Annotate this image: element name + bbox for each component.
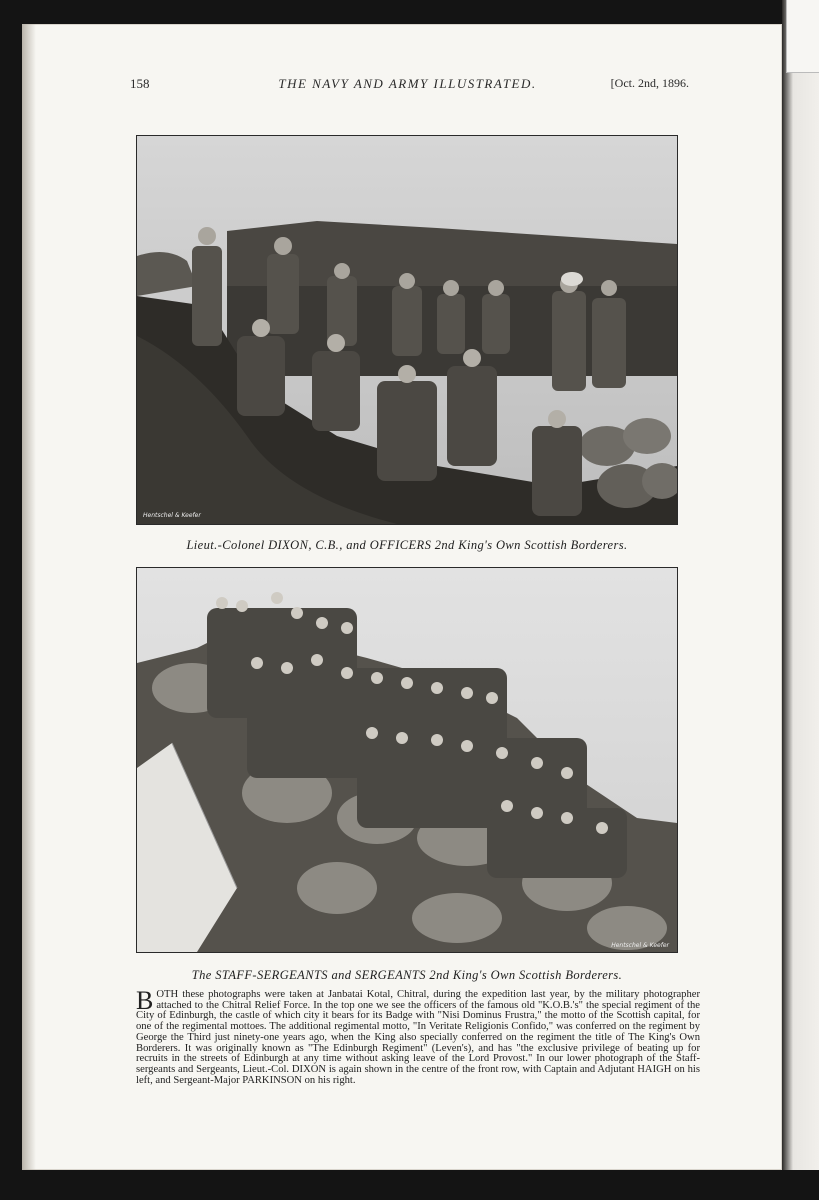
- adjacent-page-corner: [786, 0, 819, 73]
- officers-caption: Lieut.-Colonel DIXON, C.B., and OFFICERS 2nd King's Own Scottish Borderers.: [186, 538, 628, 552]
- masthead: THE NAVY AND ARMY ILLUSTRATED.: [278, 76, 537, 91]
- backdrop-right: [782, 0, 819, 1170]
- article-paragraph: OTH these photographs were taken at Janbatai Kotal, Chitral, during the expedition last year, by the military photographer attached to the Chitral Relief Force. In the top one we see the officers of the famous old "K.O.B.'s" the special regiment of the City of Edinburgh, the castle of which city it bears for its Badge with "Nisi Dominus Frustra," the motto of the Scottish capital, for one of the regimental mottoes. The additional regimental motto, "In Veritate Religionis Confido," was conferred on the regiment by George the Third just ninety-one years ago, when the King also specially conferred on the regiment the title of The King's Own Borderers. It was originally known as "The Edinburgh Regiment" (Leven's), and has "the exclusive privilege of beating up for recruits in the streets of Edinburgh at any time without asking leave of the Lord Provost." In our lower photograph of the Staff-sergeants and Sergeants, Lieut.-Col. DIXON is again shown in the centre of the front row, with Captain and Adjutant HAIGH on his left, and Sergeant-Major PARKINSON on his right.: [136, 989, 700, 1086]
- article-text: [136, 986, 700, 1086]
- sergeants-photograph: [136, 567, 678, 953]
- drop-cap: B: [136, 986, 154, 1015]
- magazine-page: [22, 24, 782, 1170]
- engraver-credit: Hentschel & Keefer: [611, 942, 669, 949]
- officers-photograph: [136, 135, 678, 525]
- officers-photo-image: [137, 136, 677, 524]
- engraver-credit: Hentschel & Keefer: [143, 512, 201, 519]
- sergeants-caption: The STAFF-SERGEANTS and SERGEANTS 2nd King's Own Scottish Borderers.: [191, 968, 623, 982]
- spine-shadow: [22, 24, 36, 1170]
- sergeants-photo-image: [137, 568, 677, 952]
- issue-date: [Oct. 2nd, 1896.: [610, 76, 689, 90]
- page-header: [130, 76, 689, 96]
- page-number: 158: [130, 76, 150, 91]
